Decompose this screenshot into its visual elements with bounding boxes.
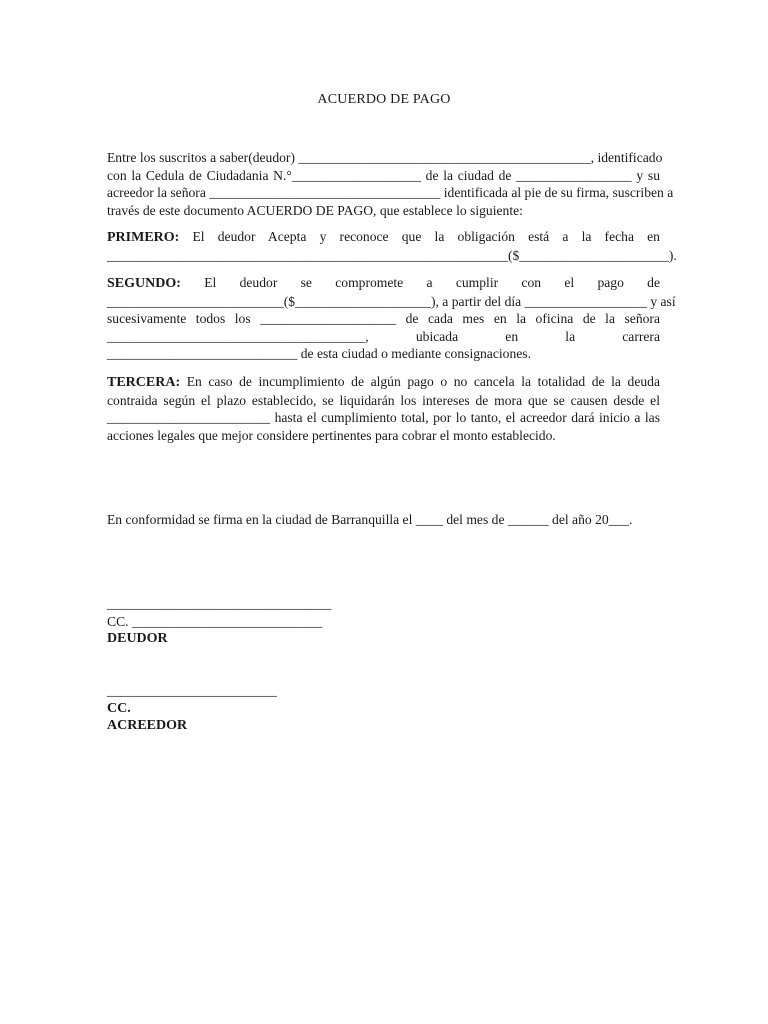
clause-line: contraida según el plazo establecido, se liquidarán los intereses de mora que se causen desde el — [107, 392, 660, 408]
signature-line: _________________________ — [107, 683, 277, 698]
signature-role: DEUDOR — [107, 631, 168, 646]
clause-line: ____________________________ de esta ciudad o mediante consignaciones. — [107, 346, 531, 361]
cc-line: CC. — [107, 700, 131, 716]
signature-line: _________________________________ — [107, 596, 332, 611]
clause-line: ______________________________________, ubicada en la carrera — [107, 328, 660, 344]
signature-acreedor — [107, 682, 277, 735]
clause-line: ________________________ hasta el cumplimiento total, por lo tanto, el acreedor dará inicio a las — [107, 410, 660, 425]
clause-line — [107, 228, 660, 247]
conformidad-paragraph — [107, 511, 660, 529]
clause-line — [107, 274, 660, 293]
clause-line: __________________________($____________________), a partir del día __________________ y así — [107, 293, 676, 309]
clause-line: ___________________________________________________________($______________________). — [107, 247, 677, 263]
intro-line: acreedor la señora __________________________________ identificada al pie de su firma, suscriben a — [107, 185, 674, 200]
clause-segundo — [107, 274, 676, 363]
signature-deudor — [107, 595, 331, 648]
cc-line: CC. ____________________________ — [107, 613, 323, 629]
clause-label: TERCERA: — [107, 375, 181, 390]
clause-text: El deudor se compromete a cumplir con el pago de — [204, 275, 661, 290]
clause-text: En caso de incumplimiento de algún pago o no cancela la totalidad de la deuda — [186, 374, 660, 389]
intro-line: con la Cedula de Ciudadania N.°___________________ de la ciudad de _________________ y su — [107, 167, 660, 183]
conformidad-line: En conformidad se firma en la ciudad de Barranquilla el ____ del mes de ______ del año 20___. — [107, 512, 633, 527]
clause-label: PRIMERO: — [107, 230, 180, 245]
clause-label: SEGUNDO: — [107, 276, 181, 291]
intro-line: través de este documento ACUERDO DE PAGO, que establece lo siguiente: — [107, 202, 523, 218]
intro-line: Entre los suscritos a saber(deudor) ___________________________________________, identificado — [107, 150, 663, 165]
clause-line — [107, 373, 660, 392]
clause-line: sucesivamente todos los ____________________ de cada mes en la oficina de la señora — [107, 311, 660, 326]
clause-text: El deudor Acepta y reconoce que la obligación está a la fecha en — [192, 229, 660, 244]
clause-primero — [107, 228, 677, 264]
clause-tercera — [107, 373, 660, 444]
intro-paragraph — [107, 149, 674, 219]
document-title: ACUERDO DE PAGO — [317, 92, 451, 107]
signature-role: ACREEDOR — [107, 718, 188, 733]
clause-line: acciones legales que mejor considere pertinentes para cobrar el monto establecido. — [107, 427, 556, 443]
